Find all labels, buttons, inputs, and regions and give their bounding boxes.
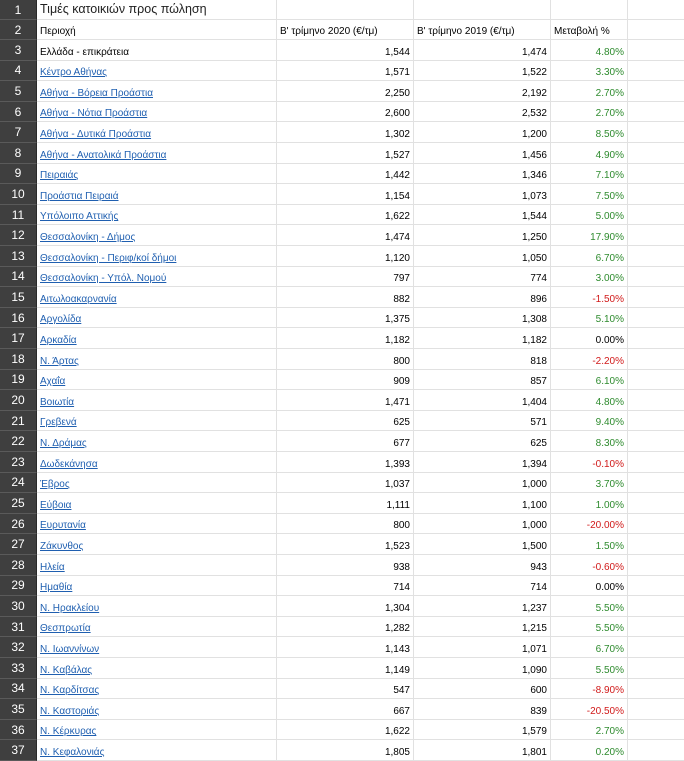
region-cell[interactable] bbox=[37, 473, 277, 494]
empty-cell[interactable] bbox=[628, 61, 684, 82]
region-link[interactable]: Ν. Καστοριάς bbox=[40, 705, 100, 717]
empty-cell[interactable] bbox=[628, 40, 684, 61]
empty-cell[interactable] bbox=[628, 267, 684, 288]
change-percent-cell[interactable]: 5.00% bbox=[551, 205, 628, 226]
empty-cell[interactable] bbox=[628, 658, 684, 679]
region-link[interactable]: Αθήνα - Νότια Προάστια bbox=[40, 108, 148, 120]
column-header-q2-2020[interactable]: Β' τρίμηνο 2020 (€/τμ) bbox=[277, 20, 414, 40]
region-link[interactable]: Ζάκυνθος bbox=[40, 540, 84, 552]
region-cell[interactable] bbox=[37, 452, 277, 473]
row-header[interactable]: 15 bbox=[0, 287, 37, 308]
region-cell[interactable] bbox=[37, 493, 277, 514]
empty-cell[interactable] bbox=[628, 287, 684, 308]
region-link[interactable]: Ηλεία bbox=[40, 561, 65, 573]
region-link[interactable]: Αθήνα - Βόρεια Προάστια bbox=[40, 87, 153, 99]
region-cell[interactable] bbox=[37, 102, 277, 123]
empty-cell[interactable] bbox=[628, 143, 684, 164]
price-q2-2019-cell[interactable]: 2,532 bbox=[414, 102, 551, 123]
price-q2-2019-cell[interactable]: 1,579 bbox=[414, 720, 551, 741]
price-q2-2020-cell[interactable]: 797 bbox=[277, 267, 414, 288]
region-cell[interactable] bbox=[37, 596, 277, 617]
region-cell[interactable] bbox=[37, 679, 277, 700]
table-row bbox=[0, 452, 684, 473]
price-q2-2019-cell[interactable]: 1,394 bbox=[414, 452, 551, 473]
change-percent-cell[interactable]: 5.50% bbox=[551, 658, 628, 679]
price-q2-2020-cell[interactable]: 1,442 bbox=[277, 164, 414, 185]
table-row bbox=[0, 143, 684, 164]
table-row bbox=[0, 370, 684, 391]
price-q2-2020-cell[interactable]: 1,622 bbox=[277, 205, 414, 226]
table-row bbox=[0, 40, 684, 61]
empty-cell[interactable] bbox=[628, 246, 684, 267]
region-cell[interactable] bbox=[37, 184, 277, 205]
row-header[interactable]: 16 bbox=[0, 308, 37, 329]
price-q2-2020-cell[interactable]: 909 bbox=[277, 370, 414, 391]
price-q2-2020-cell[interactable]: 1,182 bbox=[277, 328, 414, 349]
region-link[interactable]: Ν. Ηρακλείου bbox=[40, 602, 100, 614]
region-cell[interactable] bbox=[37, 555, 277, 576]
price-q2-2020-cell[interactable]: 2,250 bbox=[277, 81, 414, 102]
price-q2-2019-cell[interactable]: 625 bbox=[414, 431, 551, 452]
region-cell[interactable] bbox=[37, 225, 277, 246]
change-percent-cell[interactable]: 2.70% bbox=[551, 720, 628, 741]
price-q2-2020-cell[interactable]: 1,571 bbox=[277, 61, 414, 82]
price-q2-2019-cell[interactable]: 857 bbox=[414, 370, 551, 391]
empty-cell[interactable] bbox=[628, 534, 684, 555]
region-link[interactable]: Κέντρο Αθήνας bbox=[40, 67, 107, 79]
price-q2-2020-cell[interactable]: 667 bbox=[277, 699, 414, 720]
table-row bbox=[0, 164, 684, 185]
price-q2-2020-cell[interactable]: 1,474 bbox=[277, 225, 414, 246]
price-q2-2019-cell[interactable]: 1,474 bbox=[414, 40, 551, 61]
region-link[interactable]: Ν. Άρτας bbox=[40, 355, 79, 367]
price-q2-2020-cell[interactable]: 1,622 bbox=[277, 720, 414, 741]
region-link[interactable]: Ν. Καρδίτσας bbox=[40, 685, 100, 697]
change-percent-cell[interactable]: 5.50% bbox=[551, 596, 628, 617]
change-percent-cell[interactable]: -0.60% bbox=[551, 555, 628, 576]
region-link[interactable]: Αθήνα - Δυτικά Προάστια bbox=[40, 128, 152, 140]
region-cell[interactable] bbox=[37, 164, 277, 185]
price-q2-2020-cell[interactable]: 800 bbox=[277, 349, 414, 370]
change-percent-cell[interactable]: 8.30% bbox=[551, 431, 628, 452]
empty-cell[interactable] bbox=[277, 0, 414, 20]
region-cell[interactable] bbox=[37, 143, 277, 164]
region-link[interactable]: Ν. Κεφαλονιάς bbox=[40, 746, 105, 758]
table-row bbox=[0, 617, 684, 638]
change-percent-cell[interactable]: 4.80% bbox=[551, 40, 628, 61]
empty-cell[interactable] bbox=[628, 184, 684, 205]
region-cell[interactable] bbox=[37, 40, 277, 61]
empty-cell[interactable] bbox=[628, 102, 684, 123]
row-header[interactable]: 14 bbox=[0, 267, 37, 288]
price-q2-2019-cell[interactable]: 1,404 bbox=[414, 390, 551, 411]
price-q2-2020-cell[interactable]: 1,375 bbox=[277, 308, 414, 329]
table-row bbox=[0, 493, 684, 514]
price-q2-2019-cell[interactable]: 1,308 bbox=[414, 308, 551, 329]
row-header[interactable]: 2 bbox=[0, 20, 37, 40]
row-header[interactable]: 30 bbox=[0, 596, 37, 617]
price-q2-2019-cell[interactable]: 1,346 bbox=[414, 164, 551, 185]
empty-cell[interactable] bbox=[628, 411, 684, 432]
empty-cell[interactable] bbox=[628, 617, 684, 638]
region-cell[interactable] bbox=[37, 122, 277, 143]
price-q2-2020-cell[interactable]: 1,304 bbox=[277, 596, 414, 617]
change-percent-cell[interactable]: 7.10% bbox=[551, 164, 628, 185]
price-q2-2020-cell[interactable]: 2,600 bbox=[277, 102, 414, 123]
column-header-change[interactable]: Μεταβολή % bbox=[551, 20, 628, 40]
empty-cell[interactable] bbox=[628, 122, 684, 143]
empty-cell[interactable] bbox=[414, 0, 551, 20]
region-cell[interactable] bbox=[37, 81, 277, 102]
price-q2-2019-cell[interactable]: 1,071 bbox=[414, 637, 551, 658]
row-header[interactable]: 9 bbox=[0, 164, 37, 185]
empty-cell[interactable] bbox=[628, 81, 684, 102]
region-cell[interactable] bbox=[37, 431, 277, 452]
table-row bbox=[0, 225, 684, 246]
empty-cell[interactable] bbox=[628, 514, 684, 535]
region-link[interactable]: Βοιωτία bbox=[40, 396, 75, 408]
table-row bbox=[0, 699, 684, 720]
empty-cell[interactable] bbox=[628, 493, 684, 514]
sheet-row-header bbox=[0, 20, 684, 40]
table-row bbox=[0, 637, 684, 658]
row-header[interactable]: 31 bbox=[0, 617, 37, 638]
empty-cell[interactable] bbox=[628, 390, 684, 411]
empty-cell[interactable] bbox=[628, 20, 684, 40]
price-q2-2019-cell[interactable]: 896 bbox=[414, 287, 551, 308]
price-q2-2020-cell[interactable]: 1,111 bbox=[277, 493, 414, 514]
row-header[interactable]: 1 bbox=[0, 0, 37, 20]
price-q2-2019-cell[interactable]: 1,050 bbox=[414, 246, 551, 267]
region-cell[interactable] bbox=[37, 349, 277, 370]
change-percent-cell[interactable]: 6.70% bbox=[551, 637, 628, 658]
row-header[interactable]: 25 bbox=[0, 493, 37, 514]
empty-cell[interactable] bbox=[628, 431, 684, 452]
empty-cell[interactable] bbox=[628, 164, 684, 185]
region-link[interactable]: Αθήνα - Ανατολικά Προάστια bbox=[40, 149, 167, 161]
region-cell[interactable] bbox=[37, 514, 277, 535]
price-q2-2019-cell[interactable]: 571 bbox=[414, 411, 551, 432]
row-header[interactable]: 8 bbox=[0, 143, 37, 164]
table-row bbox=[0, 431, 684, 452]
region-link[interactable]: Θεσσαλονίκη - Δήμος bbox=[40, 231, 136, 243]
row-header[interactable]: 20 bbox=[0, 390, 37, 411]
table-row bbox=[0, 390, 684, 411]
change-percent-cell[interactable]: 3.30% bbox=[551, 61, 628, 82]
region-link[interactable]: Εύβοια bbox=[40, 499, 72, 511]
region-cell[interactable] bbox=[37, 617, 277, 638]
row-header[interactable]: 37 bbox=[0, 740, 37, 761]
region-link[interactable]: Αιτωλοακαρνανία bbox=[40, 293, 117, 305]
region-link[interactable]: Ν. Δράμας bbox=[40, 437, 87, 449]
price-q2-2020-cell[interactable]: 800 bbox=[277, 514, 414, 535]
row-header[interactable]: 4 bbox=[0, 61, 37, 82]
price-q2-2019-cell[interactable]: 1,500 bbox=[414, 534, 551, 555]
change-percent-cell[interactable]: -0.10% bbox=[551, 452, 628, 473]
row-header[interactable]: 23 bbox=[0, 452, 37, 473]
row-header[interactable]: 32 bbox=[0, 637, 37, 658]
row-header[interactable]: 5 bbox=[0, 81, 37, 102]
price-q2-2020-cell[interactable]: 1,523 bbox=[277, 534, 414, 555]
price-q2-2019-cell[interactable]: 1,801 bbox=[414, 740, 551, 761]
table-row bbox=[0, 555, 684, 576]
table-row bbox=[0, 328, 684, 349]
row-header[interactable]: 17 bbox=[0, 328, 37, 349]
row-header[interactable]: 33 bbox=[0, 658, 37, 679]
sheet-row-title bbox=[0, 0, 684, 20]
row-header[interactable]: 29 bbox=[0, 576, 37, 597]
empty-cell[interactable] bbox=[628, 370, 684, 391]
region-link[interactable]: Προάστια Πειραιά bbox=[40, 190, 119, 202]
row-header[interactable]: 7 bbox=[0, 122, 37, 143]
price-q2-2020-cell[interactable]: 1,037 bbox=[277, 473, 414, 494]
region-link[interactable]: Αργολίδα bbox=[40, 314, 82, 326]
column-header-region[interactable]: Περιοχή bbox=[37, 20, 277, 40]
table-row bbox=[0, 534, 684, 555]
empty-cell[interactable] bbox=[628, 205, 684, 226]
region-cell[interactable] bbox=[37, 576, 277, 597]
price-q2-2020-cell[interactable]: 714 bbox=[277, 576, 414, 597]
region-cell[interactable] bbox=[37, 390, 277, 411]
region-link[interactable]: Πειραιάς bbox=[40, 170, 79, 182]
price-q2-2019-cell[interactable]: 943 bbox=[414, 555, 551, 576]
price-q2-2020-cell[interactable]: 1,143 bbox=[277, 637, 414, 658]
price-q2-2020-cell[interactable]: 1,149 bbox=[277, 658, 414, 679]
change-percent-cell[interactable]: 2.70% bbox=[551, 81, 628, 102]
region-link[interactable]: Γρεβενά bbox=[40, 417, 77, 429]
region-cell[interactable] bbox=[37, 658, 277, 679]
change-percent-cell[interactable]: 4.90% bbox=[551, 143, 628, 164]
price-q2-2019-cell[interactable]: 1,000 bbox=[414, 514, 551, 535]
region-cell[interactable] bbox=[37, 370, 277, 391]
price-q2-2019-cell[interactable]: 2,192 bbox=[414, 81, 551, 102]
price-q2-2020-cell[interactable]: 938 bbox=[277, 555, 414, 576]
price-q2-2019-cell[interactable]: 600 bbox=[414, 679, 551, 700]
region-link[interactable]: Αρκαδία bbox=[40, 334, 77, 346]
empty-cell[interactable] bbox=[628, 720, 684, 741]
row-header[interactable]: 27 bbox=[0, 534, 37, 555]
region-cell[interactable] bbox=[37, 308, 277, 329]
region-link[interactable]: Αχαΐα bbox=[40, 376, 66, 388]
change-percent-cell[interactable]: -20.00% bbox=[551, 514, 628, 535]
table-row bbox=[0, 287, 684, 308]
region-link[interactable]: Ημαθία bbox=[40, 582, 73, 594]
change-percent-cell[interactable]: 0.00% bbox=[551, 328, 628, 349]
table-row bbox=[0, 102, 684, 123]
region-link[interactable]: Θεσπρωτία bbox=[40, 623, 91, 635]
region-cell[interactable] bbox=[37, 205, 277, 226]
price-q2-2019-cell[interactable]: 1,237 bbox=[414, 596, 551, 617]
price-q2-2020-cell[interactable]: 677 bbox=[277, 431, 414, 452]
change-percent-cell[interactable]: 4.80% bbox=[551, 390, 628, 411]
region-link[interactable]: Ν. Ιωαννίνων bbox=[40, 643, 100, 655]
table-row bbox=[0, 679, 684, 700]
table-row bbox=[0, 267, 684, 288]
region-link[interactable]: Θεσσαλονίκη - Περιφ/κοί δήμοι bbox=[40, 252, 177, 264]
row-header[interactable]: 26 bbox=[0, 514, 37, 535]
region-link[interactable]: Θεσσαλονίκη - Υπόλ. Νομού bbox=[40, 273, 167, 285]
table-row bbox=[0, 184, 684, 205]
row-header[interactable]: 21 bbox=[0, 411, 37, 432]
change-percent-cell[interactable]: 3.00% bbox=[551, 267, 628, 288]
region-link[interactable]: Ν. Κέρκυρας bbox=[40, 726, 97, 738]
table-row bbox=[0, 576, 684, 597]
empty-cell[interactable] bbox=[628, 679, 684, 700]
region-cell[interactable] bbox=[37, 246, 277, 267]
table-row bbox=[0, 61, 684, 82]
row-header[interactable]: 34 bbox=[0, 679, 37, 700]
price-q2-2020-cell[interactable]: 1,471 bbox=[277, 390, 414, 411]
change-percent-cell[interactable]: 9.40% bbox=[551, 411, 628, 432]
column-header-q2-2019[interactable]: Β' τρίμηνο 2019 (€/τμ) bbox=[414, 20, 551, 40]
change-percent-cell[interactable]: 8.50% bbox=[551, 122, 628, 143]
region-cell[interactable] bbox=[37, 720, 277, 741]
row-header[interactable]: 3 bbox=[0, 40, 37, 61]
change-percent-cell[interactable]: 3.70% bbox=[551, 473, 628, 494]
price-q2-2019-cell[interactable]: 1,090 bbox=[414, 658, 551, 679]
row-header[interactable]: 22 bbox=[0, 431, 37, 452]
row-header[interactable]: 24 bbox=[0, 473, 37, 494]
change-percent-cell[interactable]: -8.90% bbox=[551, 679, 628, 700]
price-q2-2019-cell[interactable]: 818 bbox=[414, 349, 551, 370]
empty-cell[interactable] bbox=[628, 349, 684, 370]
price-q2-2019-cell[interactable]: 1,544 bbox=[414, 205, 551, 226]
sheet-title[interactable]: Τιμές κατοικιών προς πώληση bbox=[37, 0, 277, 20]
row-header[interactable]: 36 bbox=[0, 720, 37, 741]
change-percent-cell[interactable]: 5.10% bbox=[551, 308, 628, 329]
table-row bbox=[0, 308, 684, 329]
row-header[interactable]: 18 bbox=[0, 349, 37, 370]
region-link[interactable]: Έβρος bbox=[40, 479, 70, 491]
empty-cell[interactable] bbox=[628, 308, 684, 329]
price-q2-2019-cell[interactable]: 1,000 bbox=[414, 473, 551, 494]
region-cell[interactable] bbox=[37, 637, 277, 658]
empty-cell[interactable] bbox=[628, 473, 684, 494]
price-q2-2020-cell[interactable]: 1,282 bbox=[277, 617, 414, 638]
table-row bbox=[0, 658, 684, 679]
change-percent-cell[interactable]: 6.70% bbox=[551, 246, 628, 267]
row-header[interactable]: 12 bbox=[0, 225, 37, 246]
region-cell[interactable] bbox=[37, 534, 277, 555]
table-row bbox=[0, 246, 684, 267]
change-percent-cell[interactable]: 0.00% bbox=[551, 576, 628, 597]
change-percent-cell[interactable]: 5.50% bbox=[551, 617, 628, 638]
change-percent-cell[interactable]: 7.50% bbox=[551, 184, 628, 205]
price-q2-2019-cell[interactable]: 1,522 bbox=[414, 61, 551, 82]
price-q2-2020-cell[interactable]: 547 bbox=[277, 679, 414, 700]
change-percent-cell[interactable]: -2.20% bbox=[551, 349, 628, 370]
price-q2-2019-cell[interactable]: 1,456 bbox=[414, 143, 551, 164]
row-header[interactable]: 35 bbox=[0, 699, 37, 720]
price-q2-2019-cell[interactable]: 774 bbox=[414, 267, 551, 288]
price-q2-2020-cell[interactable]: 1,805 bbox=[277, 740, 414, 761]
change-percent-cell[interactable]: 2.70% bbox=[551, 102, 628, 123]
region-cell[interactable] bbox=[37, 411, 277, 432]
table-row bbox=[0, 205, 684, 226]
empty-cell[interactable] bbox=[628, 452, 684, 473]
region-label: Ελλάδα - επικράτεια bbox=[40, 46, 129, 58]
price-q2-2019-cell[interactable]: 1,182 bbox=[414, 328, 551, 349]
empty-cell[interactable] bbox=[628, 328, 684, 349]
change-percent-cell[interactable]: -20.50% bbox=[551, 699, 628, 720]
price-q2-2020-cell[interactable]: 1,120 bbox=[277, 246, 414, 267]
table-row bbox=[0, 514, 684, 535]
table-row bbox=[0, 720, 684, 741]
price-q2-2020-cell[interactable]: 882 bbox=[277, 287, 414, 308]
row-header[interactable]: 28 bbox=[0, 555, 37, 576]
empty-cell[interactable] bbox=[628, 555, 684, 576]
empty-cell[interactable] bbox=[628, 225, 684, 246]
change-percent-cell[interactable]: 1.50% bbox=[551, 534, 628, 555]
region-link[interactable]: Ν. Καβάλας bbox=[40, 664, 93, 676]
empty-cell[interactable] bbox=[551, 0, 628, 20]
price-q2-2019-cell[interactable]: 1,100 bbox=[414, 493, 551, 514]
row-header[interactable]: 13 bbox=[0, 246, 37, 267]
empty-cell[interactable] bbox=[628, 576, 684, 597]
empty-cell[interactable] bbox=[628, 637, 684, 658]
row-header[interactable]: 6 bbox=[0, 102, 37, 123]
table-row bbox=[0, 349, 684, 370]
price-q2-2020-cell[interactable]: 1,393 bbox=[277, 452, 414, 473]
region-link[interactable]: Ευρυτανία bbox=[40, 520, 86, 532]
change-percent-cell[interactable]: 17.90% bbox=[551, 225, 628, 246]
empty-cell[interactable] bbox=[628, 596, 684, 617]
region-cell[interactable] bbox=[37, 61, 277, 82]
row-header[interactable]: 10 bbox=[0, 184, 37, 205]
region-link[interactable]: Υπόλοιπο Αττικής bbox=[40, 211, 119, 223]
price-q2-2019-cell[interactable]: 714 bbox=[414, 576, 551, 597]
price-q2-2019-cell[interactable]: 839 bbox=[414, 699, 551, 720]
price-q2-2020-cell[interactable]: 1,302 bbox=[277, 122, 414, 143]
table-row bbox=[0, 81, 684, 102]
price-q2-2019-cell[interactable]: 1,215 bbox=[414, 617, 551, 638]
region-link[interactable]: Δωδεκάνησα bbox=[40, 458, 98, 470]
price-q2-2020-cell[interactable]: 1,544 bbox=[277, 40, 414, 61]
change-percent-cell[interactable]: 1.00% bbox=[551, 493, 628, 514]
change-percent-cell[interactable]: -1.50% bbox=[551, 287, 628, 308]
table-row bbox=[0, 473, 684, 494]
price-q2-2020-cell[interactable]: 625 bbox=[277, 411, 414, 432]
region-cell[interactable] bbox=[37, 287, 277, 308]
table-row bbox=[0, 122, 684, 143]
price-q2-2019-cell[interactable]: 1,250 bbox=[414, 225, 551, 246]
empty-cell[interactable] bbox=[628, 0, 684, 20]
row-header[interactable]: 19 bbox=[0, 370, 37, 391]
price-q2-2020-cell[interactable]: 1,154 bbox=[277, 184, 414, 205]
row-header[interactable]: 11 bbox=[0, 205, 37, 226]
region-cell[interactable] bbox=[37, 699, 277, 720]
region-cell[interactable] bbox=[37, 267, 277, 288]
table-row bbox=[0, 411, 684, 432]
region-cell[interactable] bbox=[37, 328, 277, 349]
price-q2-2019-cell[interactable]: 1,200 bbox=[414, 122, 551, 143]
change-percent-cell[interactable]: 0.20% bbox=[551, 740, 628, 761]
price-q2-2019-cell[interactable]: 1,073 bbox=[414, 184, 551, 205]
empty-cell[interactable] bbox=[628, 699, 684, 720]
price-q2-2020-cell[interactable]: 1,527 bbox=[277, 143, 414, 164]
change-percent-cell[interactable]: 6.10% bbox=[551, 370, 628, 391]
table-row bbox=[0, 596, 684, 617]
